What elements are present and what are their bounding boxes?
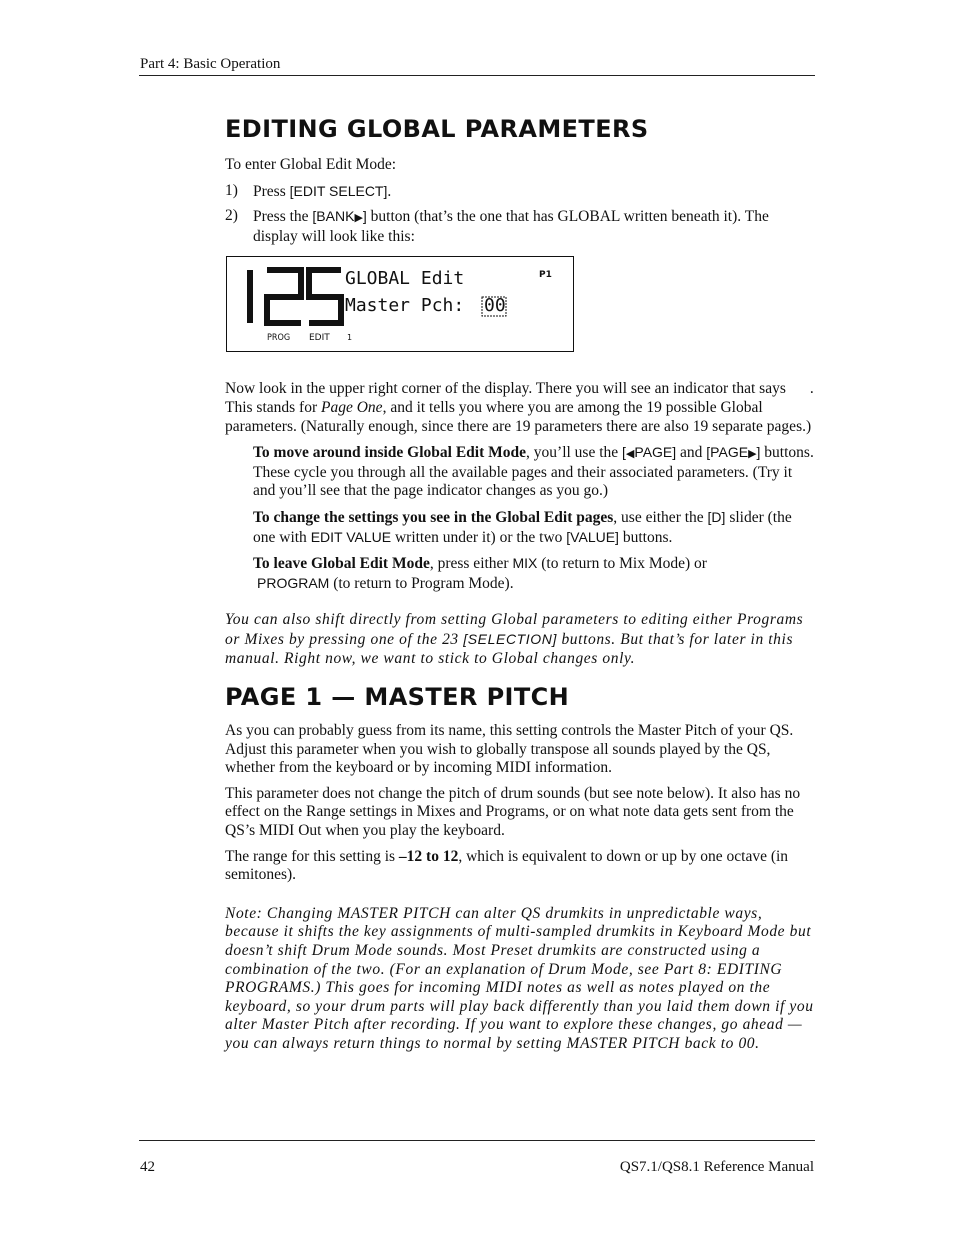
text-run: Now look in the upper right corner of the display. There you will see an indicator that says: [225, 380, 786, 398]
lcd-edit-label: EDIT: [309, 333, 330, 344]
step-1: [225, 182, 815, 202]
text-run: (to return to Program Mode).: [329, 574, 514, 592]
change-settings-paragraph: [253, 508, 815, 547]
right-triangle-icon: ▶: [748, 448, 757, 461]
step-text: .: [387, 182, 392, 200]
bank-button-label: [312, 208, 366, 224]
lcd-prog-label: PROG: [267, 333, 291, 344]
bold-lead: To move around inside Global Edit Mode: [253, 444, 527, 462]
range-value: –12 to 12: [398, 847, 459, 865]
selection-button-label: [SELECTION]: [463, 630, 557, 647]
text-run: , use either the: [613, 508, 708, 526]
text-run: You can also shift directly from setting Global parameters to editing either Programs or Mixes by pressing one of the 23: [225, 611, 804, 648]
text-run: slider (the one with: [253, 508, 792, 546]
edit-value-label: EDIT VALUE: [310, 528, 392, 545]
step-number: 2): [225, 207, 238, 225]
lcd-display: [226, 256, 574, 352]
step-2: [225, 207, 815, 246]
text-run: (to return to Mix Mode) or: [537, 555, 707, 573]
header-rule: [139, 75, 815, 76]
bank-label: [BANK: [312, 208, 355, 225]
footer-rule: [139, 1140, 815, 1141]
bracket: [: [622, 444, 626, 461]
text-run: and: [676, 444, 707, 462]
step-text: Press: [253, 182, 290, 200]
bank-bracket: ]: [362, 208, 367, 225]
move-around-paragraph: [253, 443, 815, 501]
digit-2: [267, 270, 301, 323]
emphasis-page-one: Page One: [321, 398, 383, 416]
master-pitch-range-paragraph: [225, 848, 815, 885]
text-run: , you’ll use the: [526, 444, 623, 462]
lcd-line2-value: 00: [484, 295, 506, 317]
lcd-line1: GLOBAL Edit: [345, 268, 465, 290]
step-text: Press the: [253, 208, 313, 226]
text-run: buttons. But that’s for later in this manual. Right now, we want to stick to Global changes only.: [225, 630, 794, 667]
page-one-paragraph: [225, 380, 815, 436]
page-label: PAGE]: [634, 444, 677, 461]
section-heading-master-pitch: PAGE 1 — MASTER PITCH: [225, 683, 570, 712]
intro-text: To enter Global Edit Mode:: [225, 156, 397, 173]
text-run: buttons.: [618, 528, 673, 546]
text-run: buttons. These cycle you through all the available pages and their associated parameters. (Try it and you’ll see that the page indicator changes as you go.): [253, 444, 814, 500]
lcd-graphic: [227, 257, 573, 351]
right-triangle-icon: ▶: [354, 212, 363, 225]
value-button-label: [VALUE]: [566, 528, 619, 545]
leave-mode-paragraph: [253, 554, 815, 593]
page-left-button-label: [622, 444, 676, 460]
bracket: ]: [756, 444, 761, 461]
text-run: The range for this setting is: [225, 847, 399, 865]
master-pitch-paragraph-2: This parameter does not change the pitch of drum sounds (but see note below). It also has no effect on the Range settings in Mixes and Programs, or on what note data gets sent from the QS’s MIDI Out when you play the keyboard.: [225, 784, 801, 840]
master-pitch-paragraph-1: As you can probably guess from its name, this setting controls the Master Pitch of your QS. Adjust this parameter when you wish to globally transpose all sounds played by the QS, whether from the keyboard or by incoming MIDI information.: [225, 722, 794, 777]
bold-lead: To leave Global Edit Mode: [253, 555, 430, 573]
text-run: written under it) or the two: [391, 528, 567, 546]
edit-select-button-label: [EDIT SELECT]: [289, 182, 388, 199]
step-number: 1): [225, 181, 238, 199]
shift-directly-note: [225, 611, 815, 668]
lcd-line2-label: Master Pch:: [345, 295, 465, 317]
drumkit-note: Note: Changing MASTER PITCH can alter QS drumkits in unpredictable ways, because it shifts the key assignments of multi-sampled drumkits in Keyboard Mode but doesn’t shift Drum Mode sounds. Most Preset drumkits are constructed using a combination of the two. (For an explanation of Drum Mode, see Part 8: EDITING PROGRAMS.) This goes for incoming MIDI notes as well as notes played on the keyboard, so your drum parts will play back differently than you laid them down if you alter Master Pitch after recording. If you want to explore these changes, go ahead — you can always return things to normal by setting MASTER PITCH back to 00.: [225, 904, 814, 1052]
page-number: 42: [140, 1159, 155, 1175]
running-head: Part 4: Basic Operation: [140, 56, 281, 72]
page-label: [PAGE: [706, 444, 749, 461]
bold-lead: To change the settings you see in the Global Edit pages: [253, 508, 614, 526]
page-content: [225, 112, 815, 1061]
d-slider-label: [D]: [707, 508, 726, 525]
step-text: button (that’s the one that has GLOBAL written beneath it). The display will look like this:: [253, 208, 769, 245]
page-right-button-label: [706, 444, 760, 460]
mix-button-label: MIX: [512, 555, 538, 572]
steps-list: [225, 182, 815, 247]
manual-title: QS7.1/QS8.1 Reference Manual: [619, 1159, 814, 1175]
text-run: . This stands for: [225, 380, 814, 416]
text-run: , and it tells you where you are among the 19 possible Global parameters. (Naturally enough, since there are 19 parameters there are also 19 separate pages.): [225, 398, 812, 435]
text-run: , press either: [429, 555, 513, 573]
lcd-big-digits: [250, 270, 341, 323]
left-triangle-icon: ◀: [625, 448, 635, 461]
digit-5: [309, 270, 341, 323]
text-run: , which is equivalent to down or up by one octave (in semitones).: [225, 847, 789, 884]
program-button-label: PROGRAM: [257, 574, 330, 591]
lcd-page-indicator: P1: [539, 270, 552, 281]
section-heading-editing-global: EDITING GLOBAL PARAMETERS: [225, 115, 649, 143]
lcd-bottom-marker: 1: [347, 333, 353, 343]
